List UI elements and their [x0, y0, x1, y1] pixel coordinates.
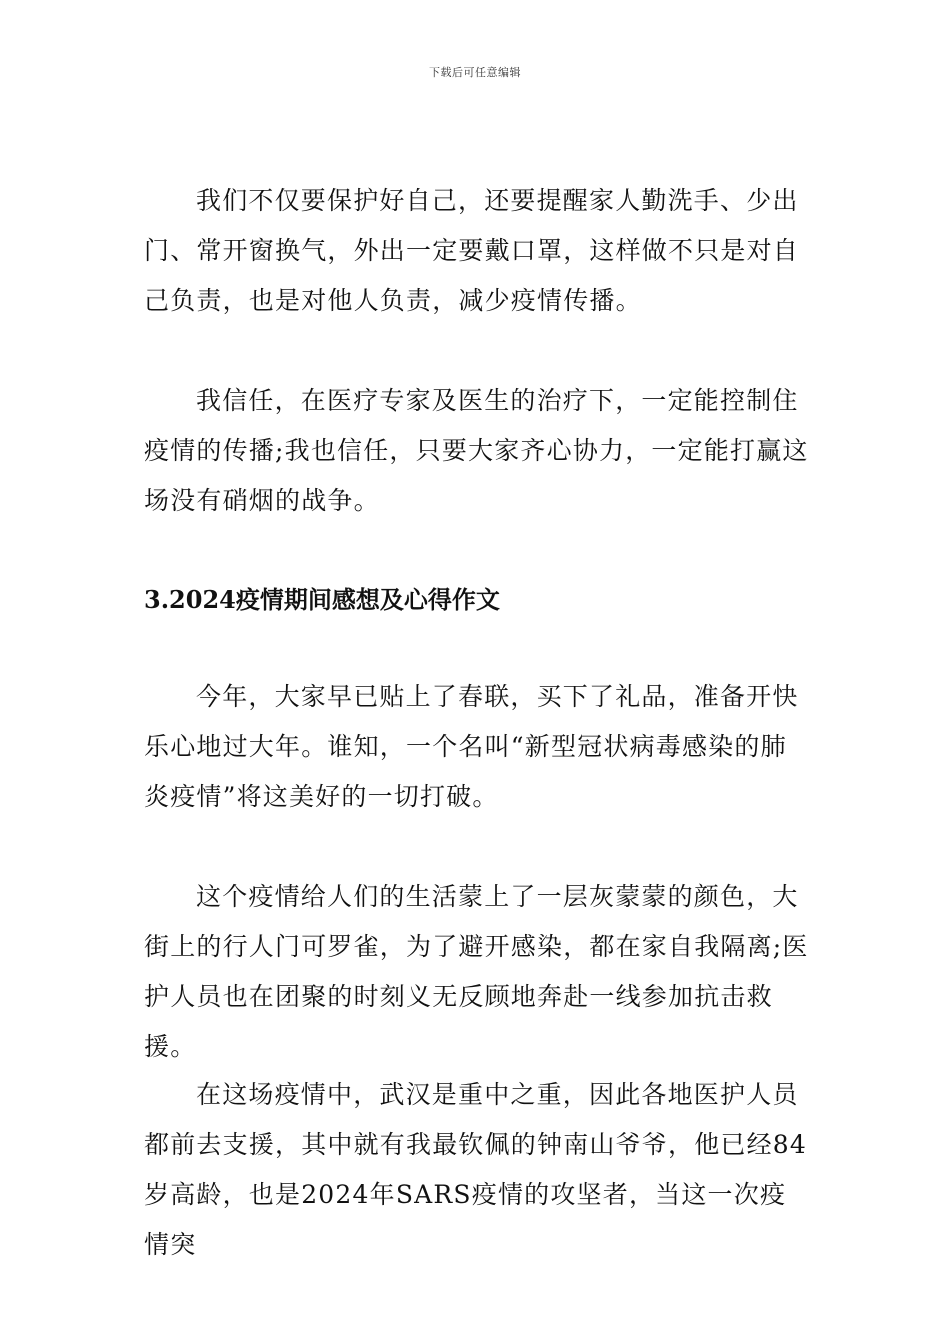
section-heading: 3.2024疫情期间感想及心得作文	[144, 585, 500, 614]
paragraph: 今年，大家早已贴上了春联，买下了礼品，准备开快乐心地过大年。谁知，一个名叫“新型冠状病毒感染的肺炎疫情”将这美好的一切打破。	[144, 682, 799, 811]
header-note: 下载后可任意编辑	[429, 66, 521, 79]
paragraph: 这个疫情给人们的生活蒙上了一层灰蒙蒙的颜色，大街上的行人门可罗雀，为了避开感染，都在家自我隔离;医护人员也在团聚的时刻义无反顾地奔赴一线参加抗击救援。	[144, 882, 809, 1061]
paragraph: 我信任，在医疗专家及医生的治疗下，一定能控制住疫情的传播;我也信任，只要大家齐心协力，一定能打赢这场没有硝烟的战争。	[144, 386, 809, 515]
paragraph: 我们不仅要保护好自己，还要提醒家人勤洗手、少出门、常开窗换气，外出一定要戴口罩，这样做不只是对自己负责，也是对他人负责，减少疫情传播。	[144, 186, 800, 315]
paragraph: 在这场疫情中，武汉是重中之重，因此各地医护人员都前去支援，其中就有我最钦佩的钟南山爷爷，他已经84岁高龄，也是2024年SARS疫情的攻坚者，当这一次疫情突	[144, 1080, 808, 1259]
